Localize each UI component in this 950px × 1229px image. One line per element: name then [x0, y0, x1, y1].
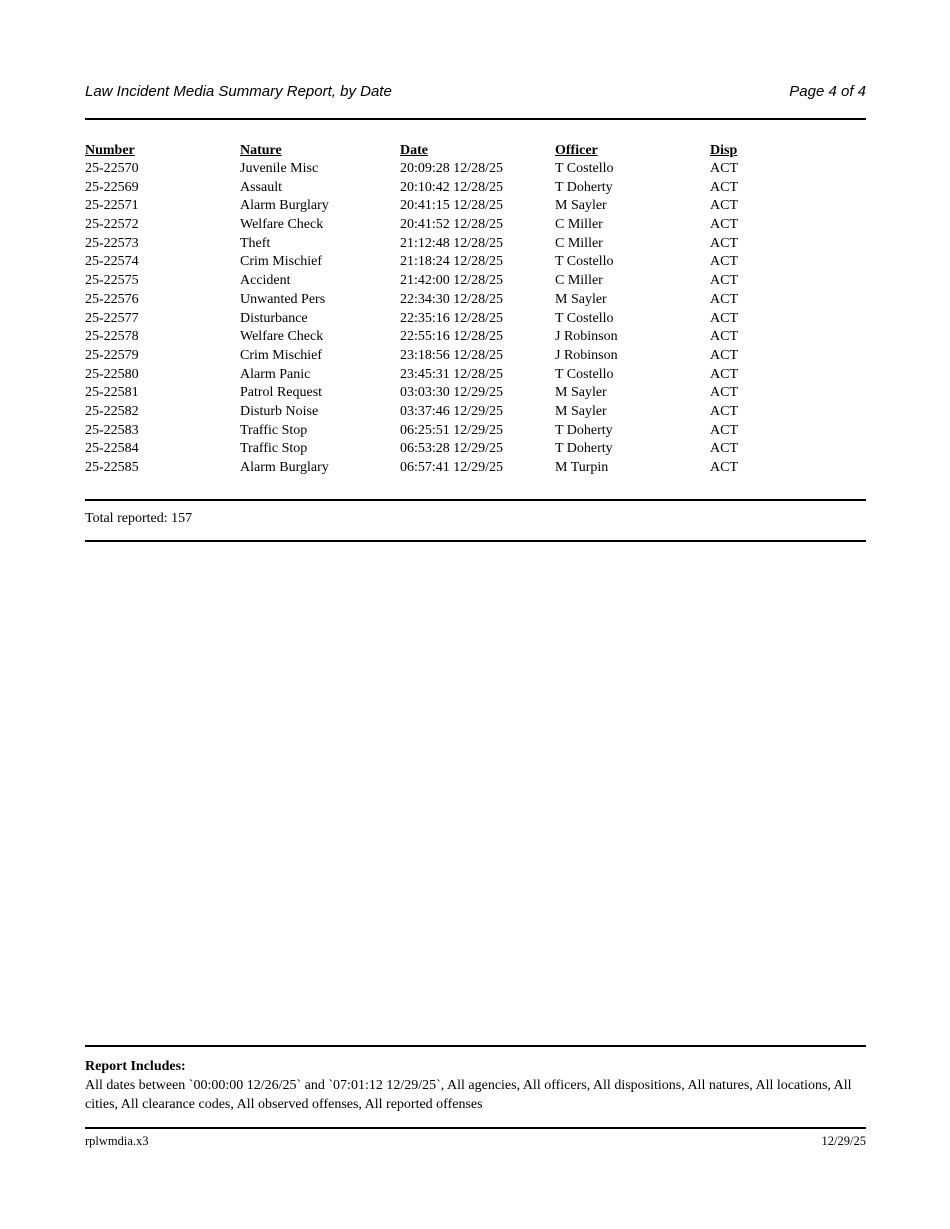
page-footer: [85, 1134, 866, 1149]
cell-officer: T Doherty: [555, 179, 613, 195]
cell-date: 21:18:24 12/28/25: [400, 254, 504, 270]
cell-officer: T Costello: [555, 161, 614, 176]
cell-disp: ACT: [710, 460, 738, 475]
cell-number: 25-22583: [85, 422, 139, 438]
cell-number: 25-22575: [85, 273, 139, 289]
total-divider-top: [85, 499, 866, 501]
cell-number: 25-22573: [85, 235, 139, 251]
report-includes-heading: Report Includes:: [85, 1059, 186, 1074]
cell-number: 25-22578: [85, 329, 139, 345]
cell-disp: ACT: [710, 366, 738, 382]
cell-number: 25-22577: [85, 310, 139, 326]
cell-officer: C Miller: [555, 217, 603, 233]
cell-officer: M Sayler: [555, 291, 607, 307]
cell-nature: Alarm Panic: [240, 366, 311, 382]
cell-date: 20:10:42 12/28/25: [400, 179, 504, 195]
cell-nature: Alarm Burglary: [240, 460, 329, 475]
cell-disp: ACT: [710, 273, 738, 289]
table-row: [85, 366, 866, 385]
cell-disp: ACT: [710, 235, 738, 251]
cell-date: 21:12:48 12/28/25: [400, 235, 504, 251]
cell-nature: Traffic Stop: [240, 422, 308, 438]
table-row: [85, 403, 866, 422]
column-header-nature: Nature: [240, 143, 282, 158]
cell-disp: ACT: [710, 161, 738, 176]
page-number: Page 4 of 4: [789, 83, 866, 100]
table-row: [85, 291, 866, 310]
cell-date: 03:37:46 12/29/25: [400, 403, 504, 419]
table-row: [85, 384, 866, 403]
table-row: [85, 459, 866, 478]
cell-date: 23:45:31 12/28/25: [400, 366, 504, 382]
cell-number: 25-22569: [85, 179, 139, 195]
cell-nature: Assault: [240, 179, 282, 195]
column-header-number: Number: [85, 143, 135, 158]
table-row: [85, 160, 866, 179]
cell-number: 25-22581: [85, 385, 139, 401]
cell-officer: M Sayler: [555, 198, 607, 214]
table-row: [85, 328, 866, 347]
table-row: [85, 197, 866, 216]
cell-date: 22:35:16 12/28/25: [400, 310, 504, 326]
cell-disp: ACT: [710, 441, 738, 457]
cell-date: 20:41:52 12/28/25: [400, 217, 504, 233]
cell-number: 25-22571: [85, 198, 139, 214]
table-row: [85, 235, 866, 254]
footer-report-id: rplwmdia.x3: [85, 1134, 149, 1148]
footer-date: 12/29/25: [821, 1134, 866, 1148]
cell-nature: Disturb Noise: [240, 403, 319, 419]
cell-officer: T Costello: [555, 366, 614, 382]
table-row: [85, 253, 866, 272]
column-header-officer: Officer: [555, 143, 598, 158]
cell-officer: T Doherty: [555, 441, 613, 457]
cell-officer: M Sayler: [555, 403, 607, 419]
report-includes-body: All dates between `00:00:00 12/26/25` and `07:01:12 12/29/25`, All agencies, All officers, All dispositions, All natures, All locations, All cities, All clearance codes, All observed offenses, All reported offenses: [85, 1078, 852, 1112]
cell-date: 23:18:56 12/28/25: [400, 347, 504, 363]
cell-date: 22:34:30 12/28/25: [400, 291, 504, 307]
table-row: [85, 440, 866, 459]
cell-date: 20:41:15 12/28/25: [400, 198, 504, 214]
cell-date: 22:55:16 12/28/25: [400, 329, 504, 345]
cell-number: 25-22579: [85, 347, 139, 363]
cell-number: 25-22584: [85, 441, 139, 457]
cell-nature: Welfare Check: [240, 217, 324, 233]
cell-officer: T Costello: [555, 310, 614, 326]
report-title: Law Incident Media Summary Report, by Date: [85, 83, 392, 100]
incident-table: [85, 141, 866, 478]
column-header-disp: Disp: [710, 143, 738, 158]
cell-nature: Disturbance: [240, 310, 308, 326]
cell-nature: Accident: [240, 273, 291, 289]
cell-disp: ACT: [710, 329, 738, 345]
cell-nature: Welfare Check: [240, 329, 324, 345]
table-header-row: [85, 141, 866, 160]
column-header-date: Date: [400, 143, 428, 158]
cell-date: 06:25:51 12/29/25: [400, 422, 504, 438]
includes-divider-top: [85, 1045, 866, 1047]
cell-nature: Crim Mischief: [240, 254, 323, 270]
table-row: [85, 347, 866, 366]
table-row: [85, 272, 866, 291]
table-row: [85, 422, 866, 441]
cell-officer: M Turpin: [555, 460, 609, 475]
cell-disp: ACT: [710, 403, 738, 419]
cell-disp: ACT: [710, 291, 738, 307]
cell-disp: ACT: [710, 347, 738, 363]
cell-date: 21:42:00 12/28/25: [400, 273, 504, 289]
cell-disp: ACT: [710, 179, 738, 195]
cell-date: 06:57:41 12/29/25: [400, 460, 504, 475]
table-row: [85, 216, 866, 235]
cell-date: 03:03:30 12/29/25: [400, 385, 504, 401]
cell-date: 20:09:28 12/28/25: [400, 161, 504, 176]
cell-nature: Alarm Burglary: [240, 198, 329, 214]
cell-disp: ACT: [710, 422, 738, 438]
table-row: [85, 179, 866, 198]
page-header: [85, 83, 866, 100]
incident-table-body: [85, 160, 866, 478]
cell-number: 25-22570: [85, 161, 139, 176]
cell-date: 06:53:28 12/29/25: [400, 441, 504, 457]
cell-officer: C Miller: [555, 273, 603, 289]
footer-divider: [85, 1127, 866, 1129]
cell-disp: ACT: [710, 198, 738, 214]
cell-officer: C Miller: [555, 235, 603, 251]
total-divider-bottom: [85, 540, 866, 542]
cell-number: 25-22580: [85, 366, 139, 382]
table-row: [85, 310, 866, 329]
cell-nature: Unwanted Pers: [240, 291, 326, 307]
cell-number: 25-22582: [85, 403, 139, 419]
cell-nature: Crim Mischief: [240, 347, 323, 363]
cell-disp: ACT: [710, 217, 738, 233]
cell-officer: J Robinson: [555, 329, 618, 345]
cell-disp: ACT: [710, 310, 738, 326]
report-includes: [85, 1057, 866, 1114]
cell-number: 25-22585: [85, 460, 139, 475]
total-reported: Total reported: 157: [85, 511, 193, 526]
cell-disp: ACT: [710, 254, 738, 270]
header-divider: [85, 118, 866, 120]
cell-disp: ACT: [710, 385, 738, 401]
cell-nature: Traffic Stop: [240, 441, 308, 457]
cell-officer: M Sayler: [555, 385, 607, 401]
cell-number: 25-22576: [85, 291, 139, 307]
cell-officer: T Doherty: [555, 422, 613, 438]
cell-number: 25-22572: [85, 217, 139, 233]
cell-number: 25-22574: [85, 254, 139, 270]
cell-nature: Theft: [240, 235, 271, 251]
cell-nature: Juvenile Misc: [240, 161, 319, 176]
cell-officer: T Costello: [555, 254, 614, 270]
cell-officer: J Robinson: [555, 347, 618, 363]
cell-nature: Patrol Request: [240, 385, 323, 401]
